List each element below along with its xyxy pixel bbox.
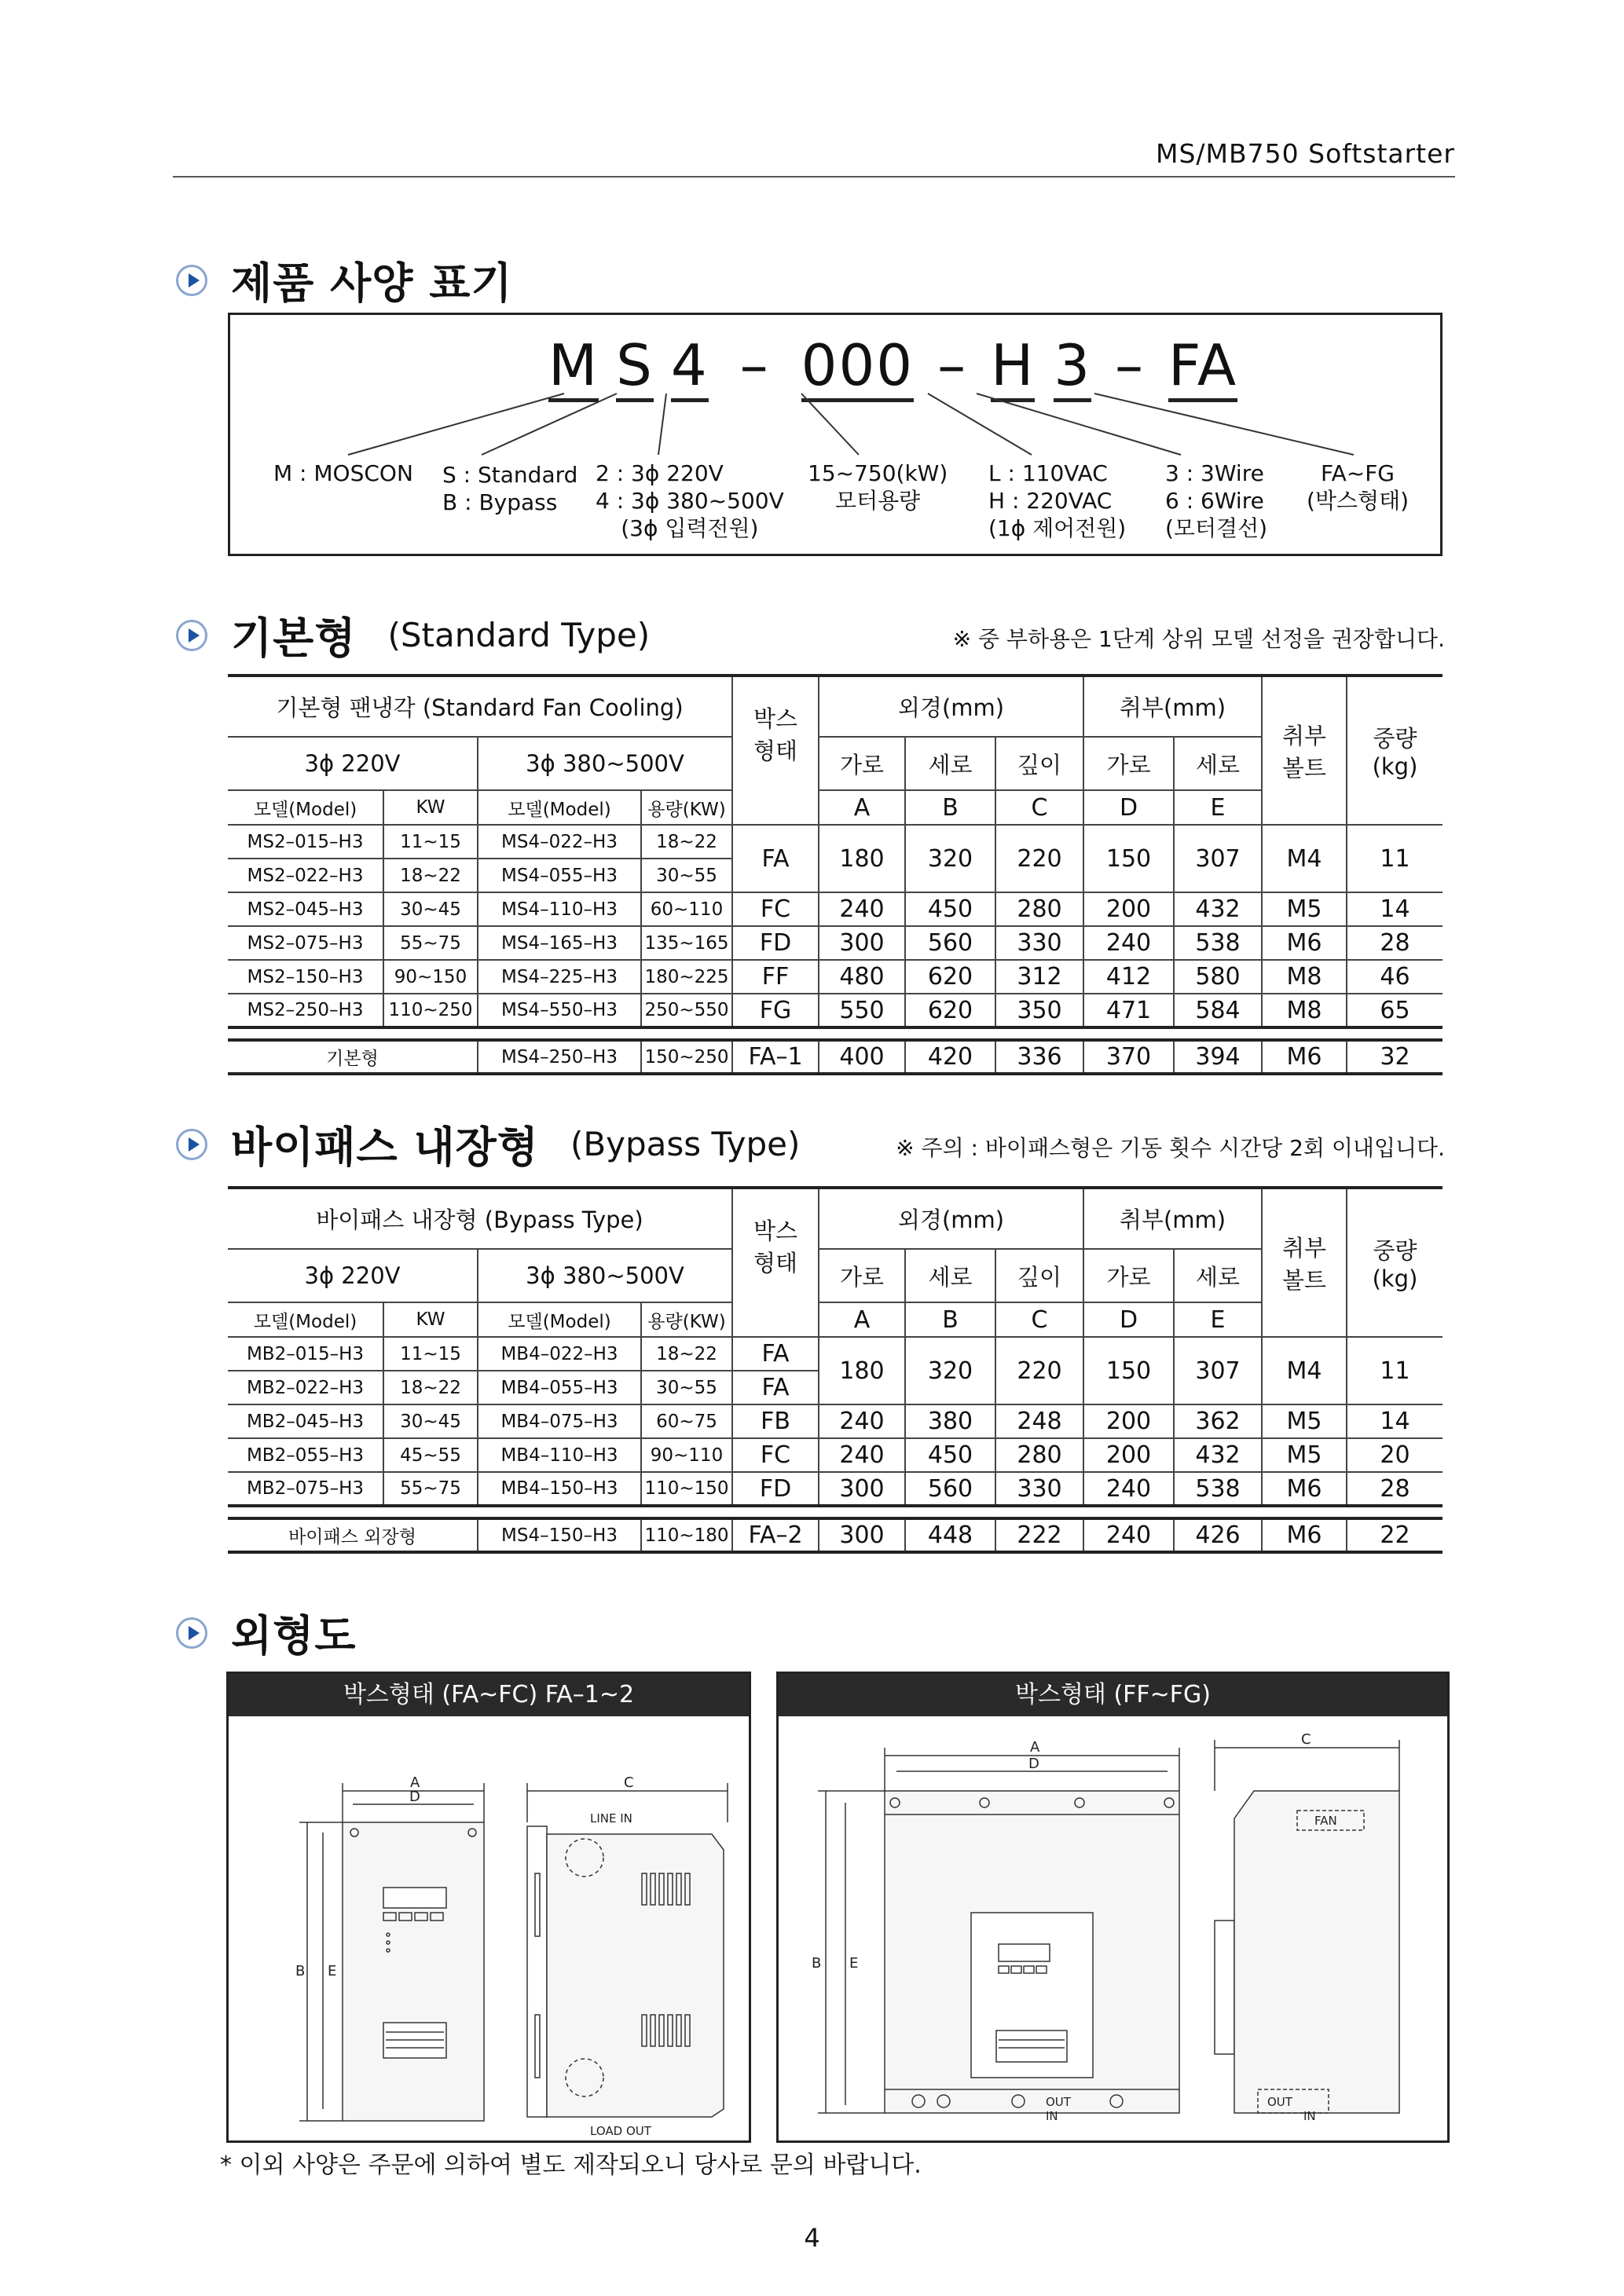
label-fan: FAN bbox=[1314, 1814, 1337, 1828]
col-b: B bbox=[905, 1302, 995, 1337]
table-group-title: 기본형 팬냉각 (Standard Fan Cooling) bbox=[228, 676, 732, 737]
table-row-extra: 바이패스 외장형 MS4–150–H3 110~180 FA–2 300 448 222 240 426 M6 22 bbox=[228, 1518, 1443, 1552]
col-bolt: 취부 볼트 bbox=[1262, 1188, 1347, 1337]
col-model-380: 모델(Model) bbox=[478, 790, 641, 825]
legend-motor-wiring: 3 : 3Wire 6 : 6Wire (모터결선) bbox=[1165, 460, 1268, 541]
table-row: MB2–055–H3 45~55 MB4–110–H3 90~110 FC 240 450 280 200 432 M5 20 bbox=[228, 1438, 1443, 1472]
col-height: 세로 bbox=[905, 1249, 995, 1302]
code-part-input: 4 bbox=[671, 332, 709, 402]
col-model-380: 모델(Model) bbox=[478, 1302, 641, 1337]
table-row: MS2–045–H3 30~45 MS4–110–H3 60~110 FC 240 450 280 200 432 M5 14 bbox=[228, 892, 1443, 926]
table-row: MS2–075–H3 55~75 MS4–165–H3 135~165 FD 300 560 330 240 538 M6 28 bbox=[228, 926, 1443, 960]
col-kw: KW bbox=[383, 790, 478, 825]
table-row: MB2–022–H3 18~22 MB4–055–H3 30~55 FA bbox=[228, 1371, 1443, 1404]
col-mount-height: 세로 bbox=[1174, 737, 1262, 790]
dim-label-d: D bbox=[1028, 1756, 1039, 1772]
col-box-type: 박스 형태 bbox=[732, 1188, 819, 1302]
label-side-in: IN bbox=[1303, 2109, 1316, 2123]
table-row: MB2–045–H3 30~45 MB4–075–H3 60~75 FB 240 380 248 200 362 M5 14 bbox=[228, 1404, 1443, 1438]
col-weight: 중량 (kg) bbox=[1347, 1188, 1443, 1337]
legend-maker: M : MOSCON bbox=[273, 460, 413, 486]
col-outer: 외경(mm) bbox=[819, 1188, 1083, 1249]
code-part-wire: 3 bbox=[1054, 332, 1091, 402]
label-load-out: LOAD OUT bbox=[590, 2124, 651, 2138]
dim-label-b: B bbox=[812, 1955, 822, 1972]
col-weight: 중량 (kg) bbox=[1347, 676, 1443, 825]
section-title: 제품 사양 표기 bbox=[231, 258, 513, 308]
section-subtitle: (Standard Type) bbox=[387, 616, 651, 654]
standard-spec-table bbox=[228, 674, 1443, 1075]
code-part-capacity: 000 bbox=[801, 332, 914, 402]
code-part-type: S bbox=[616, 332, 654, 402]
legend-type: S : Standard B : Bypass bbox=[442, 462, 578, 515]
outline-drawing-fa-fc bbox=[229, 1716, 749, 2140]
play-bullet-icon bbox=[176, 265, 207, 296]
col-c: C bbox=[995, 790, 1083, 825]
col-height: 세로 bbox=[905, 737, 995, 790]
col-220v: 3ϕ 220V bbox=[228, 1249, 478, 1302]
code-part-maker: M bbox=[548, 332, 599, 402]
col-model: 모델(Model) bbox=[228, 1302, 383, 1337]
panel-title: 박스형태 (FA~FC) FA–1~2 bbox=[229, 1674, 749, 1716]
col-380v: 3ϕ 380~500V bbox=[478, 737, 732, 790]
col-a: A bbox=[819, 1302, 905, 1337]
dim-label-d: D bbox=[409, 1789, 420, 1805]
col-capacity: 용량(KW) bbox=[641, 1302, 732, 1337]
legend-box-type: FA~FG (박스형태) bbox=[1307, 460, 1410, 514]
panel-title: 박스형태 (FF~FG) bbox=[779, 1674, 1447, 1716]
table-row-extra: 기본형 MS4–250–H3 150~250 FA–1 400 420 336 370 394 M6 32 bbox=[228, 1040, 1443, 1074]
outline-panel-ff-fg bbox=[776, 1672, 1450, 2143]
col-mount-width: 가로 bbox=[1083, 1249, 1174, 1302]
code-dash: – bbox=[739, 332, 770, 398]
table-row: MB2–075–H3 55~75 MB4–150–H3 110~150 FD 300 560 330 240 538 M6 28 bbox=[228, 1472, 1443, 1506]
footnote: * 이외 사양은 주문에 의하여 별도 제작되오니 당사로 문의 바랍니다. bbox=[220, 2151, 922, 2179]
header-divider bbox=[173, 176, 1455, 178]
section-title: 기본형 bbox=[231, 613, 357, 663]
col-box-type: 박스 형태 bbox=[732, 676, 819, 790]
bypass-note: ※ 주의 : 바이패스형은 기동 횟수 시간당 2회 이내입니다. bbox=[896, 1135, 1445, 1161]
table-row: MS2–150–H3 90~150 MS4–225–H3 180~225 FF 480 620 312 412 580 M8 46 bbox=[228, 960, 1443, 994]
col-220v: 3ϕ 220V bbox=[228, 737, 478, 790]
section-subtitle: (Bypass Type) bbox=[570, 1125, 801, 1163]
col-d: D bbox=[1083, 1302, 1174, 1337]
section-heading-standard bbox=[176, 605, 650, 665]
col-mount: 취부(mm) bbox=[1083, 676, 1262, 737]
col-bolt: 취부 볼트 bbox=[1262, 676, 1347, 825]
col-e: E bbox=[1174, 1302, 1262, 1337]
col-e: E bbox=[1174, 790, 1262, 825]
play-bullet-icon bbox=[176, 1129, 207, 1160]
dim-label-e: E bbox=[849, 1955, 859, 1972]
dim-label-b: B bbox=[295, 1963, 306, 1979]
col-380v: 3ϕ 380~500V bbox=[478, 1249, 732, 1302]
section-title: 바이패스 내장형 bbox=[231, 1122, 539, 1172]
page-number: 4 bbox=[804, 2223, 820, 2253]
bypass-spec-table bbox=[228, 1186, 1443, 1554]
col-a: A bbox=[819, 790, 905, 825]
table-row: MS2–250–H3 110~250 MS4–550–H3 250~550 FG 550 620 350 471 584 M8 65 bbox=[228, 994, 1443, 1027]
label-in: IN bbox=[1046, 2109, 1058, 2123]
legend-capacity: 15~750(kW) 모터용량 bbox=[808, 460, 948, 514]
table-group-title: 바이패스 내장형 (Bypass Type) bbox=[228, 1188, 732, 1249]
table-row: MS2–015–H3 11~15 MS4–022–H3 18~22 FA 180 320 220 150 307 M4 11 bbox=[228, 825, 1443, 859]
col-mount-width: 가로 bbox=[1083, 737, 1174, 790]
col-mount: 취부(mm) bbox=[1083, 1188, 1262, 1249]
col-b: B bbox=[905, 790, 995, 825]
legend-control-power: L : 110VAC H : 220VAC (1ϕ 제어전원) bbox=[988, 460, 1127, 541]
label-out: OUT bbox=[1046, 2095, 1071, 2109]
col-c: C bbox=[995, 1302, 1083, 1337]
col-depth: 깊이 bbox=[995, 737, 1083, 790]
code-part-control: H bbox=[991, 332, 1035, 402]
label-side-out: OUT bbox=[1267, 2095, 1292, 2109]
dim-label-c: C bbox=[1301, 1731, 1311, 1748]
code-dash: – bbox=[937, 332, 968, 398]
dim-label-a: A bbox=[1030, 1739, 1040, 1756]
label-line-in: LINE IN bbox=[590, 1811, 632, 1825]
col-width: 가로 bbox=[819, 1249, 905, 1302]
document-header-title: MS/MB750 Softstarter bbox=[1156, 138, 1455, 169]
code-part-box: FA bbox=[1168, 332, 1237, 402]
outline-panel-fa-fc bbox=[226, 1672, 751, 2143]
col-mount-height: 세로 bbox=[1174, 1249, 1262, 1302]
section-heading-spec bbox=[176, 250, 513, 310]
section-heading-outline bbox=[176, 1602, 357, 1663]
dim-label-a: A bbox=[410, 1774, 420, 1791]
col-depth: 깊이 bbox=[995, 1249, 1083, 1302]
col-d: D bbox=[1083, 790, 1174, 825]
legend-input-power: 2 : 3ϕ 220V 4 : 3ϕ 380~500V (3ϕ 입력전원) bbox=[596, 460, 784, 541]
model-code-box bbox=[228, 313, 1443, 556]
col-capacity: 용량(KW) bbox=[641, 790, 732, 825]
col-width: 가로 bbox=[819, 737, 905, 790]
play-bullet-icon bbox=[176, 1617, 207, 1649]
code-dash: – bbox=[1115, 332, 1146, 398]
col-model: 모델(Model) bbox=[228, 790, 383, 825]
standard-note: ※ 중 부하용은 1단계 상위 모델 선정을 권장합니다. bbox=[952, 626, 1445, 652]
dim-label-c: C bbox=[624, 1774, 634, 1791]
outline-drawing-ff-fg bbox=[779, 1716, 1447, 2140]
col-outer: 외경(mm) bbox=[819, 676, 1083, 737]
section-title: 외형도 bbox=[231, 1611, 357, 1661]
table-row: MS2–022–H3 18~22 MS4–055–H3 30~55 bbox=[228, 859, 1443, 892]
dim-label-e: E bbox=[328, 1963, 337, 1979]
col-kw: KW bbox=[383, 1302, 478, 1337]
table-row: MB2–015–H3 11~15 MB4–022–H3 18~22 FA 180 320 220 150 307 M4 11 bbox=[228, 1337, 1443, 1371]
section-heading-bypass bbox=[176, 1114, 800, 1174]
play-bullet-icon bbox=[176, 620, 207, 651]
